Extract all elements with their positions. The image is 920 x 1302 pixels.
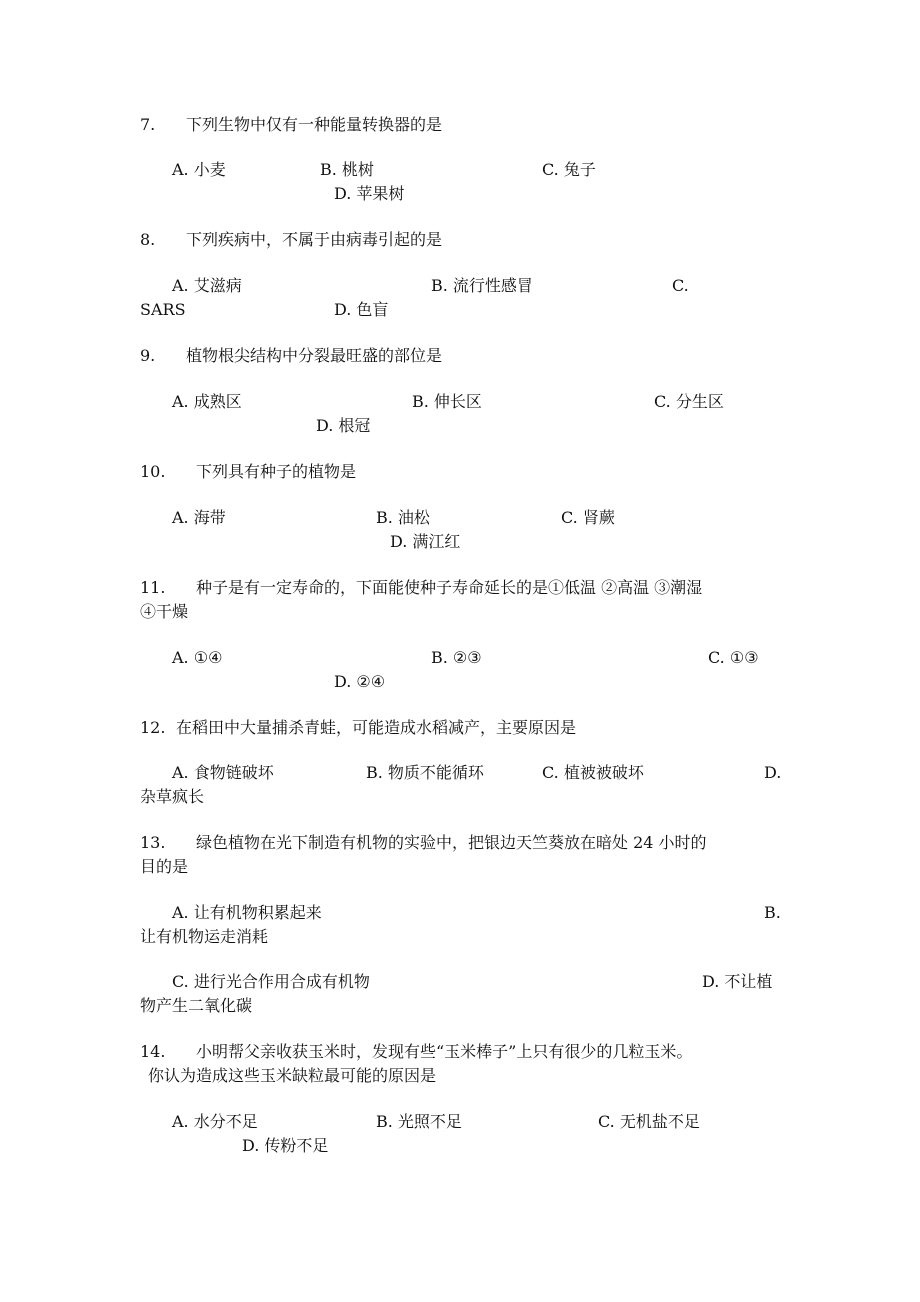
option-a: A. 成熟区 — [172, 392, 242, 411]
question-number: 7. — [140, 115, 156, 134]
option-a: A. 食物链破坏 — [172, 763, 274, 782]
question-stem: 在稻田中大量捕杀青蛙，可能造成水稻减产，主要原因是 — [176, 718, 577, 737]
option-a: A. 艾滋病 — [172, 276, 242, 295]
option-d: D. ②④ — [334, 672, 386, 691]
option-c: C. 分生区 — [654, 392, 724, 411]
option-d-continued: 物产生二氧化碳 — [140, 996, 253, 1015]
question-stem: 种子是有一定寿命的，下面能使种子寿命延长的是①低温 ②高温 ③潮湿 — [196, 578, 703, 597]
question-stem: 下列疾病中，不属于由病毒引起的是 — [186, 230, 443, 249]
option-a: A. ①④ — [172, 648, 223, 667]
question-stem: 下列生物中仅有一种能量转换器的是 — [186, 115, 443, 134]
question-stem-continued: 目的是 — [140, 857, 189, 876]
option-d: D. 根冠 — [316, 416, 371, 435]
option-b: B. 流行性感冒 — [431, 276, 533, 295]
option-c: C. 进行光合作用合成有机物 — [172, 972, 370, 991]
option-d: D. 苹果树 — [334, 184, 405, 203]
option-d: D. 满江红 — [390, 532, 461, 551]
option-a: A. 小麦 — [172, 160, 226, 179]
option-b: B. — [764, 903, 781, 922]
option-c: C. ①③ — [708, 648, 759, 667]
question-number: 12. — [140, 718, 166, 737]
question-number: 11. — [140, 578, 166, 597]
option-d: D. — [764, 763, 782, 782]
question-number: 10. — [140, 462, 166, 481]
option-a: A. 海带 — [172, 508, 226, 527]
option-b: B. 桃树 — [320, 160, 374, 179]
option-b: B. 油松 — [376, 508, 430, 527]
option-a: A. 水分不足 — [172, 1112, 258, 1131]
option-c: C. — [672, 276, 689, 295]
question-number: 14. — [140, 1042, 166, 1061]
option-d: D. 不让植 — [702, 972, 773, 991]
question-number: 8. — [140, 230, 156, 249]
option-b: B. ②③ — [431, 648, 482, 667]
option-c: C. 植被被破坏 — [542, 763, 644, 782]
question-stem: 下列具有种子的植物是 — [196, 462, 357, 481]
option-c-continued: SARS — [140, 300, 186, 319]
question-stem-continued: ④干燥 — [140, 602, 189, 621]
question-stem: 植物根尖结构中分裂最旺盛的部位是 — [186, 346, 443, 365]
option-c: C. 肾蕨 — [561, 508, 615, 527]
question-stem: 绿色植物在光下制造有机物的实验中，把银边天竺葵放在暗处 24 小时的 — [196, 833, 707, 852]
option-d: D. 传粉不足 — [242, 1136, 329, 1155]
question-stem: 小明帮父亲收获玉米时，发现有些“玉米棒子”上只有很少的几粒玉米。 — [196, 1042, 693, 1061]
option-b: B. 伸长区 — [412, 392, 482, 411]
option-b: B. 物质不能循环 — [366, 763, 484, 782]
option-b-continued: 让有机物运走消耗 — [140, 927, 269, 946]
question-stem-continued: 你认为造成这些玉米缺粒最可能的原因是 — [148, 1066, 437, 1085]
question-number: 13. — [140, 833, 166, 852]
option-b: B. 光照不足 — [376, 1112, 462, 1131]
question-number: 9. — [140, 346, 156, 365]
option-c: C. 兔子 — [542, 160, 596, 179]
option-a: A. 让有机物积累起来 — [172, 903, 322, 922]
option-c: C. 无机盐不足 — [598, 1112, 700, 1131]
option-d: D. 色盲 — [334, 300, 389, 319]
option-d-continued: 杂草疯长 — [140, 787, 205, 806]
